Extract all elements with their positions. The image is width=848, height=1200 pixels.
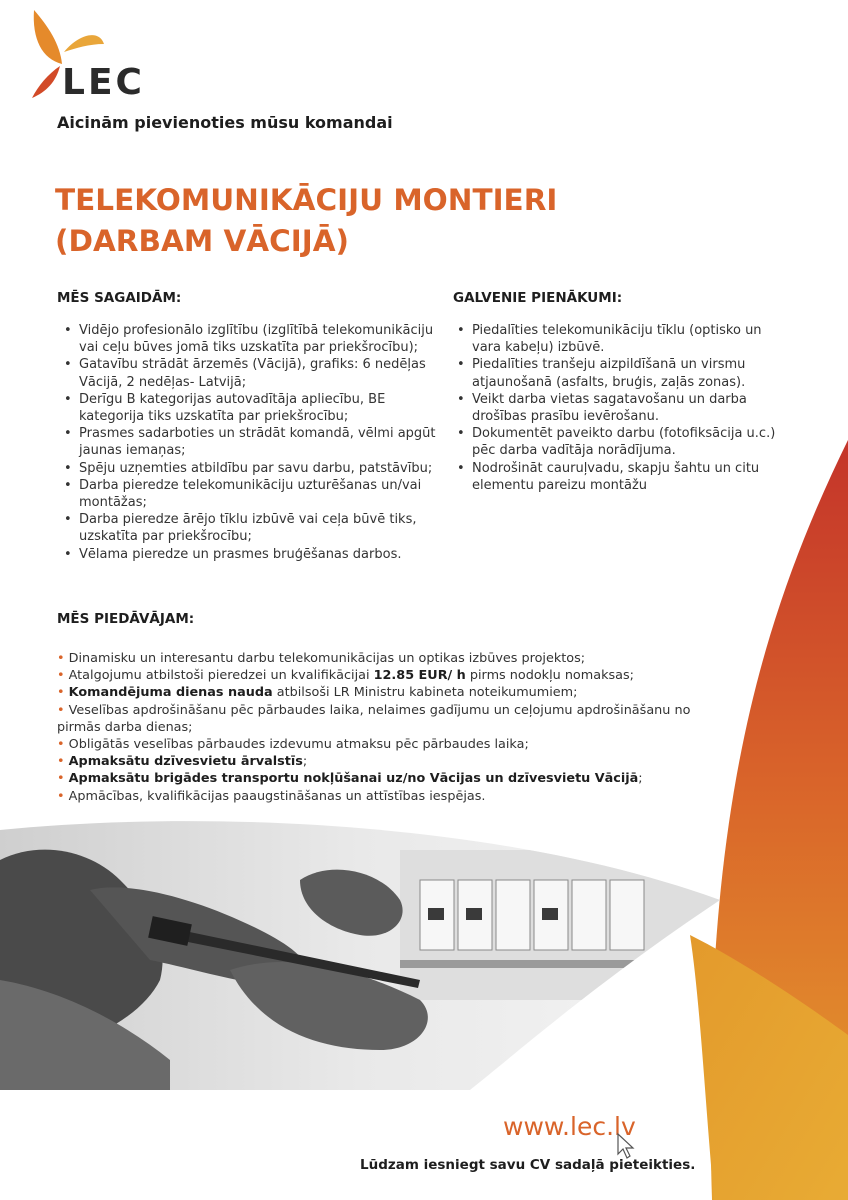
offer-text: ;	[302, 754, 308, 770]
requirements-list	[57, 322, 437, 563]
apply-instruction: Lūdzam iesniegt savu CV sadaļā pieteikties.	[360, 1157, 696, 1173]
salary-value: 12.85 EUR/ h	[373, 668, 466, 684]
list-item: • Nodrošināt cauruļvadu, skapju šahtu un citu elementu pareizu montāžu	[450, 460, 780, 494]
offer-text: Dinamisku un interesantu darbu telekomunikācijas un optikas izbūves projektos;	[68, 651, 586, 666]
duties-list	[450, 322, 780, 494]
offer-text: ;	[638, 771, 643, 787]
list-item	[57, 770, 707, 787]
list-item	[57, 667, 707, 684]
list-item	[57, 788, 707, 805]
offer-bold: Apmaksātu dzīvesvietu ārvalstīs	[68, 754, 303, 770]
list-item: • Dokumentēt paveikto darbu (fotofiksācija u.c.) pēc darba vadītāja norādījuma.	[450, 425, 780, 459]
technician-photo	[0, 820, 720, 1090]
job-title-line1: TELEKOMUNIKĀCIJU MONTIERI	[55, 183, 558, 217]
offer-list	[57, 650, 707, 805]
list-item: • Gatavību strādāt ārzemēs (Vācijā), grafiks: 6 nedēļas Vācijā, 2 nedēļas- Latvijā;	[57, 356, 437, 390]
offer-text: Veselības apdrošināšanu pēc pārbaudes laika, nelaimes gadījumu un ceļojumu apdrošināšanu no pirmās darba dienas;	[57, 702, 691, 735]
list-item	[57, 736, 707, 753]
list-item: • Darba pieredze ārējo tīklu izbūvē vai ceļa būvē tiks, uzskatīta par priekšrocību;	[57, 511, 437, 545]
duties-heading: GALVENIE PIENĀKUMI:	[453, 290, 623, 306]
offer-text: atbilsoši LR Ministru kabineta noteikumumiem;	[272, 685, 578, 701]
requirements-heading: MĒS SAGAIDĀM:	[57, 290, 182, 306]
job-title	[55, 180, 557, 262]
list-item	[57, 650, 707, 667]
lec-logo-text: LEC	[62, 62, 145, 103]
list-item	[57, 753, 707, 770]
offer-text: Obligātās veselības pārbaudes izdevumu atmaksu pēc pārbaudes laika;	[68, 737, 529, 753]
tagline: Aicinām pievienoties mūsu komandai	[57, 113, 393, 132]
offer-text: Atalgojumu atbilstoši pieredzei un kvalifikācijai	[68, 668, 374, 684]
list-item	[57, 702, 707, 736]
list-item: • Piedalīties tranšeju aizpildīšanā un virsmu atjaunošanā (asfalts, bruģis, zaļās zonas).	[450, 356, 780, 390]
list-item: • Veikt darba vietas sagatavošanu un darba drošības prasību ievērošanu.	[450, 391, 780, 425]
list-item: • Prasmes sadarboties un strādāt komandā, vēlmi apgūt jaunas iemaņas;	[57, 425, 437, 459]
offer-bold: Komandējuma dienas nauda	[68, 685, 273, 701]
list-item: • Spēju uzņemties atbildību par savu darbu, patstāvību;	[57, 460, 437, 477]
list-item: • Vēlama pieredze un prasmes bruģēšanas darbos.	[57, 546, 437, 563]
list-item	[57, 684, 707, 701]
cursor-icon	[616, 1132, 638, 1160]
list-item: • Vidējo profesionālo izglītību (izglītībā telekomunikāciju vai ceļu būves jomā tiks uzskatīta par priekšrocību);	[57, 322, 437, 356]
offer-text: Apmācības, kvalifikācijas paaugstināšanas un attīstības iespējas.	[68, 788, 486, 804]
list-item: • Darba pieredze telekomunikāciju uzturēšanas un/vai montāžas;	[57, 477, 437, 511]
job-title-line2: (DARBAM VĀCIJĀ)	[55, 224, 350, 258]
offer-heading: MĒS PIEDĀVĀJAM:	[57, 611, 195, 627]
list-item: • Derīgu B kategorijas autovadītāja apliecību, BE kategorija tiks uzskatīta par priekšrocību;	[57, 391, 437, 425]
offer-text: pirms nodokļu nomaksas;	[465, 668, 634, 684]
list-item: • Piedalīties telekomunikāciju tīklu (optisko un vara kabeļu) izbūvē.	[450, 322, 780, 356]
offer-bold: Apmaksātu brigādes transportu nokļūšanai uz/no Vācijas un dzīvesvietu Vācijā	[68, 771, 639, 787]
website-link[interactable]: www.lec.lv	[503, 1112, 636, 1141]
